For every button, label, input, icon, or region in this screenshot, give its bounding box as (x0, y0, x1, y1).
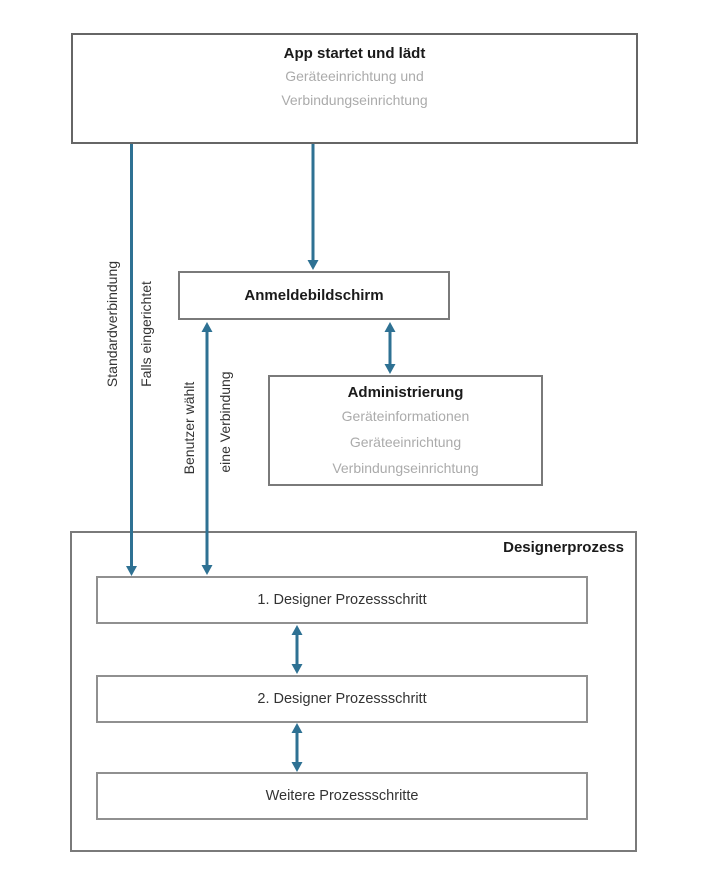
administration-item: Geräteinformationen (341, 408, 470, 424)
app-start-subtitle-line-1: Geräteeinrichtung und (285, 68, 424, 84)
node-administration (268, 375, 543, 486)
process-step-2-label: 2. Designer Prozessschritt (257, 691, 427, 707)
process-step-1 (96, 576, 588, 624)
arrow-standard-connection (126, 144, 137, 576)
app-start-subtitle-line-2: Verbindungseinrichtung (281, 92, 428, 108)
edge-label-eine-verbindung: eine Verbindung (217, 371, 233, 473)
designer-process-title: Designerprozess (503, 539, 624, 556)
administration-item: Geräteeinrichtung (349, 434, 462, 450)
process-step-3-label: Weitere Prozessschritte (265, 788, 419, 804)
arrow-login-administration (385, 322, 396, 374)
node-login (178, 271, 450, 320)
edge-label-standardverbindung: Standardverbindung (104, 260, 120, 388)
node-app-start (71, 33, 638, 144)
login-title: Anmeldebildschirm (244, 286, 384, 304)
process-step-2 (96, 675, 588, 723)
process-step-3 (96, 772, 588, 820)
edge-label-benutzer-waehlt: Benutzer wählt (181, 381, 197, 475)
arrow-app-to-login (308, 144, 319, 270)
administration-item: Verbindungseinrichtung (332, 460, 479, 476)
edge-label-falls-eingerichtet: Falls eingerichtet (138, 281, 154, 387)
process-step-1-label: 1. Designer Prozessschritt (257, 592, 427, 608)
app-start-title: App startet und lädt (283, 45, 426, 62)
administration-title: Administrierung (347, 384, 464, 401)
